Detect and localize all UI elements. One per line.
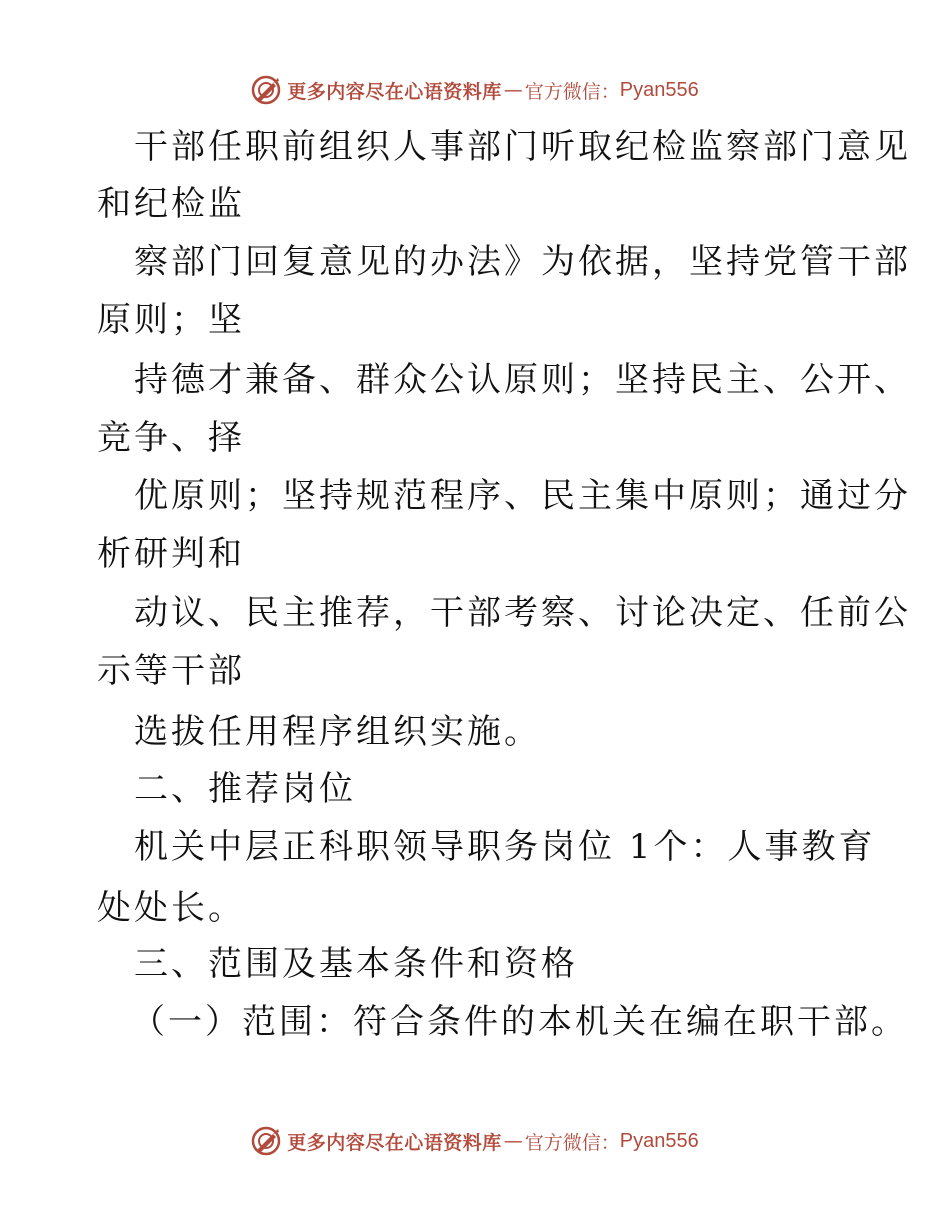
brand-logo-icon: [251, 1126, 281, 1156]
section-heading: 三、范围及基本条件和资格: [134, 944, 578, 984]
text-line: 动议、民主推荐，干部考察、讨论决定、任前公: [134, 593, 911, 633]
watermark-wechat-label: 官方微信：: [524, 1131, 620, 1154]
text-line: 优原则；坚持规范程序、民主集中原则；通过分: [134, 476, 911, 516]
brand-logo-icon: [251, 75, 281, 105]
watermark-brand: 更多内容尽在心语资料库: [287, 1131, 502, 1154]
watermark-separator: —: [503, 1130, 523, 1152]
text-line: 选拔任用程序组织实施。: [134, 712, 541, 752]
subsection-line: （一）范围：符合条件的本机关在编在职干部。: [131, 1002, 908, 1042]
text-line: 竞争、择: [97, 418, 245, 458]
text-line: 示等干部: [97, 651, 245, 691]
text-line: 持德才兼备、群众公认原则；坚持民主、公开、: [134, 360, 911, 400]
text-line: 机关中层正科职领导职务岗位 1个：人事教育: [134, 827, 876, 867]
watermark-wechat-id: Pyan556: [619, 78, 699, 101]
watermark-brand: 更多内容尽在心语资料库: [287, 80, 502, 103]
text-line: 析研判和: [97, 534, 245, 574]
text-line: 察部门回复意见的办法》为依据，坚持党管干部: [134, 242, 911, 282]
text-line: 原则；坚: [97, 300, 245, 340]
watermark-wechat-id: Pyan556: [619, 1129, 699, 1152]
text-line: 处处长。: [97, 888, 245, 928]
watermark-wechat-label: 官方微信：: [524, 80, 620, 103]
header-watermark: [0, 70, 950, 110]
footer-watermark: [0, 1121, 950, 1161]
text-line: 和纪检监: [97, 184, 245, 224]
watermark-separator: —: [503, 79, 523, 101]
text-line: 干部任职前组织人事部门听取纪检监察部门意见: [134, 127, 911, 167]
section-heading: 二、推荐岗位: [134, 769, 356, 809]
